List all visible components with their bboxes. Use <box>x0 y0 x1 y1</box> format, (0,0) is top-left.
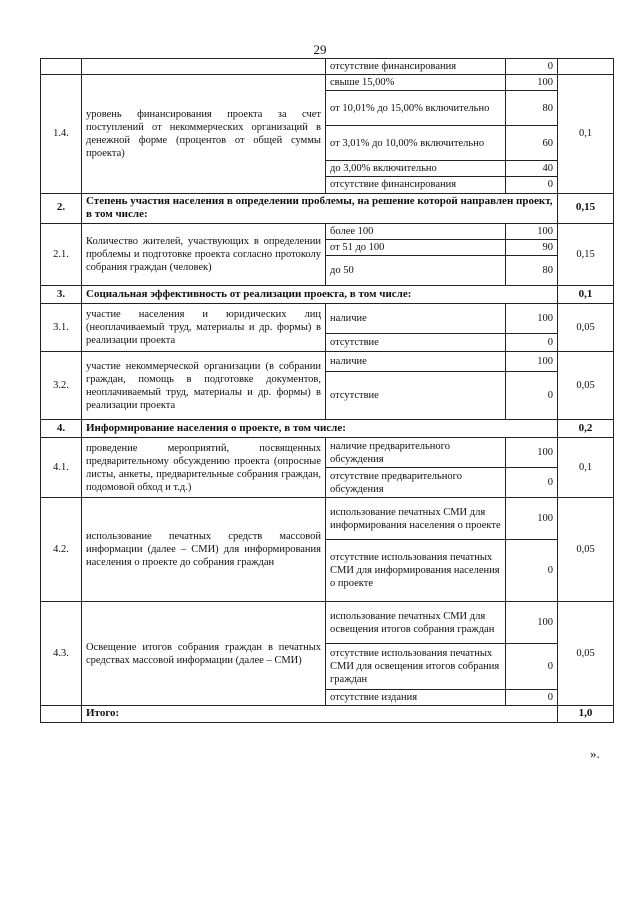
weight-cell: 0,05 <box>558 352 614 420</box>
score-cell: 0 <box>506 372 558 420</box>
table-row <box>41 438 614 468</box>
option-cell: до 50 <box>326 256 506 286</box>
option-cell: более 100 <box>326 224 506 240</box>
item-description: Освещение итогов собрания граждан в печатных средствах массовой информации (далее – СМИ) <box>82 602 326 706</box>
weight-cell: 0,05 <box>558 602 614 706</box>
score-cell: 100 <box>506 224 558 240</box>
option-cell: отсутствие финансирования <box>326 177 506 193</box>
option-cell: отсутствие использования печатных СМИ для информирования населения о проекте <box>326 540 506 602</box>
score-cell: 100 <box>506 304 558 334</box>
option-cell: отсутствие предварительного обсуждения <box>326 468 506 498</box>
option-cell: наличие <box>326 352 506 372</box>
section-weight: 0,2 <box>558 420 614 438</box>
section-title: Информирование населения о проекте, в том числе: <box>82 420 558 438</box>
item-number: 2.1. <box>41 224 82 286</box>
number-cell <box>41 59 82 75</box>
section-weight: 0,15 <box>558 193 614 224</box>
option-cell: от 10,01% до 15,00% включительно <box>326 91 506 126</box>
weight-cell: 0,05 <box>558 304 614 352</box>
item-description: использование печатных средств массовой информации (далее – СМИ) для информирования населения о проекте до собрания граждан <box>82 498 326 602</box>
table-row <box>41 224 614 240</box>
score-cell: 0 <box>506 468 558 498</box>
table-row <box>41 304 614 334</box>
closing-quote: ». <box>590 746 600 761</box>
score-cell: 40 <box>506 161 558 177</box>
table-row <box>41 602 614 644</box>
item-number: 4.3. <box>41 602 82 706</box>
score-cell: 100 <box>506 75 558 91</box>
score-cell: 60 <box>506 126 558 161</box>
score-cell: 0 <box>506 644 558 690</box>
weight-cell: 0,15 <box>558 224 614 286</box>
item-description: участие некоммерческой организации (в собрании граждан, помощь в подготовке документов, неоплачиваемый труд, материалы и др. формы) в реализации проекта <box>82 352 326 420</box>
score-cell: 0 <box>506 177 558 193</box>
total-row <box>41 706 614 723</box>
option-cell: свыше 15,00% <box>326 75 506 91</box>
total-label: Итого: <box>82 706 558 723</box>
table-row <box>41 75 614 91</box>
section-number: 2. <box>41 193 82 224</box>
option-cell: отсутствие финансирования <box>326 59 506 75</box>
table-row <box>41 352 614 372</box>
number-cell <box>41 706 82 723</box>
option-cell: использование печатных СМИ для освещения итогов собрания граждан <box>326 602 506 644</box>
score-cell: 0 <box>506 334 558 352</box>
score-cell: 0 <box>506 540 558 602</box>
item-number: 4.1. <box>41 438 82 498</box>
item-description: уровень финансирования проекта за счет поступлений от некоммерческих организаций в денежной форме (процентов от общей суммы проекта) <box>82 75 326 193</box>
weight-cell <box>558 59 614 75</box>
score-cell: 100 <box>506 498 558 540</box>
section-row <box>41 286 614 304</box>
option-cell: от 3,01% до 10,00% включительно <box>326 126 506 161</box>
page-number: 29 <box>313 42 327 57</box>
option-cell: от 51 до 100 <box>326 240 506 256</box>
description-cell <box>82 59 326 75</box>
score-cell: 100 <box>506 352 558 372</box>
score-cell: 0 <box>506 59 558 75</box>
total-weight: 1,0 <box>558 706 614 723</box>
section-row <box>41 193 614 224</box>
weight-cell: 0,1 <box>558 438 614 498</box>
section-title: Социальная эффективность от реализации проекта, в том числе: <box>82 286 558 304</box>
item-number: 4.2. <box>41 498 82 602</box>
item-number: 1.4. <box>41 75 82 193</box>
score-cell: 0 <box>506 690 558 706</box>
table-row <box>41 498 614 540</box>
score-cell: 80 <box>506 91 558 126</box>
item-number: 3.1. <box>41 304 82 352</box>
option-cell: отсутствие <box>326 372 506 420</box>
option-cell: до 3,00% включительно <box>326 161 506 177</box>
score-cell: 100 <box>506 602 558 644</box>
item-description: участие населения и юридических лиц (неоплачиваемый труд, материалы и др. формы) в реализации проекта <box>82 304 326 352</box>
score-cell: 80 <box>506 256 558 286</box>
option-cell: наличие <box>326 304 506 334</box>
section-row <box>41 420 614 438</box>
section-title: Степень участия населения в определении проблемы, на решение которой направлен проект, в том числе: <box>82 193 558 224</box>
weight-cell: 0,1 <box>558 75 614 193</box>
score-cell: 100 <box>506 438 558 468</box>
section-weight: 0,1 <box>558 286 614 304</box>
option-cell: отсутствие издания <box>326 690 506 706</box>
score-cell: 90 <box>506 240 558 256</box>
item-description: Количество жителей, участвующих в определении проблемы и подготовке проекта согласно протоколу собрания граждан (человек) <box>82 224 326 286</box>
table-row <box>41 59 614 75</box>
option-cell: отсутствие использования печатных СМИ для освещения итогов собрания граждан <box>326 644 506 690</box>
section-number: 4. <box>41 420 82 438</box>
section-number: 3. <box>41 286 82 304</box>
item-description: проведение мероприятий, посвященных предварительному обсуждению проекта (опросные листы, анкеты, предварительные собрания граждан, подомовой обход и т.д.) <box>82 438 326 498</box>
option-cell: отсутствие <box>326 334 506 352</box>
weight-cell: 0,05 <box>558 498 614 602</box>
option-cell: использование печатных СМИ для информирования населения о проекте <box>326 498 506 540</box>
option-cell: наличие предварительного обсуждения <box>326 438 506 468</box>
item-number: 3.2. <box>41 352 82 420</box>
criteria-table <box>40 58 614 723</box>
